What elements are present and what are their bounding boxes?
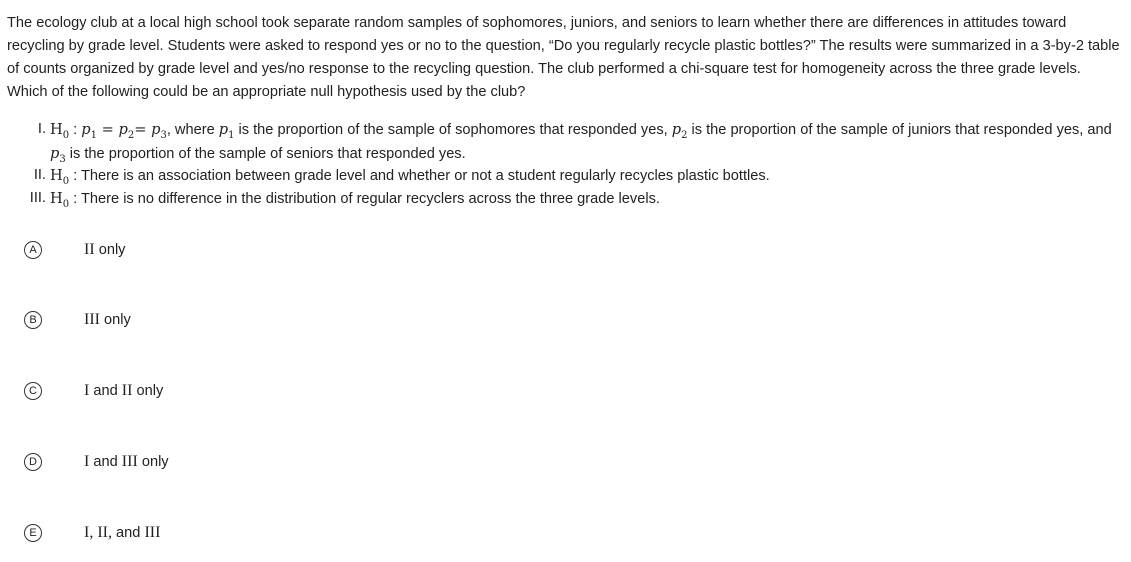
p3-symbol: $p_3$ xyxy=(151,121,167,141)
choice-text: III only xyxy=(84,311,131,328)
choice-text: II only xyxy=(84,241,126,258)
statement-numeral: II. xyxy=(33,167,46,183)
choice-text: I and II only xyxy=(84,382,164,399)
h0-symbol: $H_0$ xyxy=(50,167,70,187)
p2-symbol: $p_2$ xyxy=(118,121,135,141)
choice-e[interactable] xyxy=(24,524,624,548)
statement-text: $H_0$ : There is no difference in the distribution of regular recyclers across the three grade levels. xyxy=(50,190,660,210)
statement-text: $H_0$ : There is an association between grade level and whether or not a student regularly recycles plastic bottles. xyxy=(50,167,770,187)
choice-c[interactable] xyxy=(24,382,624,406)
h0-symbol: $H_0$ xyxy=(50,190,70,210)
choice-b[interactable] xyxy=(24,311,624,335)
choice-a[interactable] xyxy=(24,241,624,265)
choice-text: I and III only xyxy=(84,453,169,470)
choice-letter-bubble[interactable]: A xyxy=(24,241,42,259)
p1-symbol: $p_1$ xyxy=(81,121,97,141)
statement-numeral: I. xyxy=(37,121,46,137)
h0-symbol: $H_0$ xyxy=(50,121,70,141)
choice-letter-bubble[interactable]: D xyxy=(24,453,42,471)
choice-text: I, II, and III xyxy=(84,524,161,541)
statement-numeral: III. xyxy=(29,190,46,206)
choice-letter-bubble[interactable]: B xyxy=(24,311,42,329)
statement-text: $H_0$ : $p_1 = p_2= p_3$, where $p_1$ is the proportion of the sample of sophomores that responded yes, $p_2$ is the proportion of the sample of juniors that responded yes, and $p_3$ is the proportion of the sample of seniors that responded yes. xyxy=(50,121,1112,165)
question-stem xyxy=(7,12,1125,104)
choice-letter-bubble[interactable]: E xyxy=(24,524,42,542)
choice-letter-bubble[interactable]: C xyxy=(24,382,42,400)
choice-d[interactable] xyxy=(24,453,624,477)
question-text: The ecology club at a local high school took separate random samples of sophomores, juniors, and seniors to learn whether there are differences in attitudes toward recycling by grade level. Students were asked to respond yes or no to the question, “Do you regularly recycle plastic bottles?” The results were summarized in a 3-by-2 table of counts organized by grade level and yes/no response to the recycling question. The club performed a chi-square test for homogeneity across the three grade levels. Which of the following could be an appropriate null hypothesis used by the club? xyxy=(7,15,1120,100)
